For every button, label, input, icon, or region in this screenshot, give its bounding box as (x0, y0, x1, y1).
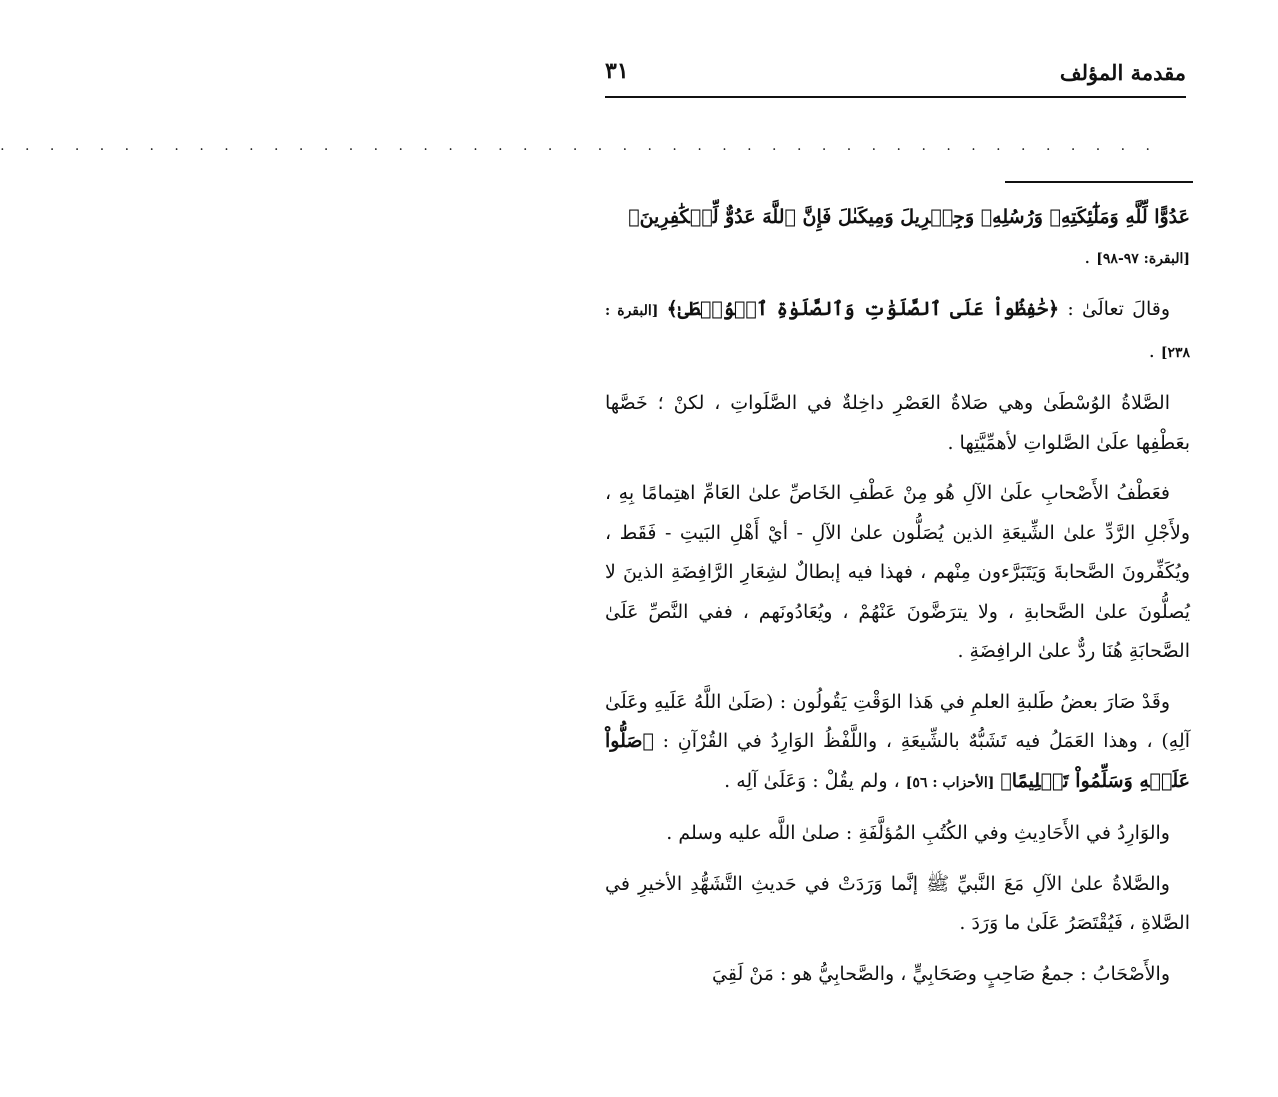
footnote-separator (1005, 181, 1193, 183)
running-title: مقدمة المؤلف (1059, 60, 1186, 85)
page-number: ٣١ (605, 58, 629, 84)
paragraph-companions: فعَطْفُ الأَصْحابِ علَىٰ الآلِ هُو مِنْ عَطْفِ الخَاصِّ علىٰ العَامِّ اهتِمامًا بِهِ ، ولأَجْلِ الرَّدِّ علىٰ الشِّيعَةِ الذين يُصَلُّون علىٰ الآلِ - أيْ أَهْلِ البَيتِ - فَقَط ، ويُكَفِّرونَ الصَّحابةَ وَيَتَبَرَّءون مِنْهم ، فهذا فيه إبطالٌ لشِعَارِ الرَّافِضَةِ الذينَ لا يُصلُّونَ علىٰ الصَّحابةِ ، ولا يترَضَّونَ عَنْهُمْ ، ويُعَادُونَهم ، ففي النَّصِّ عَلَىٰ الصَّحابَةِ هُنَا ردٌّ علىٰ الرافِضَةِ . (605, 482, 1190, 662)
quran-verse: ﴿صَلُّواْ عَلَيۡهِ وَسَلِّمُواْ تَسۡلِيمًا﴾ (605, 730, 1190, 792)
paragraph-students (605, 683, 1190, 804)
paragraph-quran-continuation (605, 198, 1190, 279)
verse-reference: [الأحزاب : ٥٦] (905, 774, 995, 791)
paragraph-verse-intro (605, 290, 1190, 373)
body-text (605, 198, 1190, 1005)
page-header (605, 56, 1186, 98)
paragraph-tashahhud: والصَّلاةُ علىٰ الآلِ مَعَ النَّبيِّ ﷺ إنَّما وَرَدَتْ في حَديثِ التَّشَهُّدِ الأخيرِ في الصَّلاةِ ، فَيُقْتَصَرُ عَلَىٰ ما وَرَدَ . (605, 872, 1190, 934)
quran-verse: ﴿حَٰفِظُواْ عَلَى ٱلصَّلَوَٰتِ وَٱلصَّلَوٰةِ ٱلۡوُسۡطَىٰ﴾ (666, 298, 1060, 320)
verse-reference: [البقرة: ٩٧-٩٨] (1096, 250, 1190, 267)
paragraph-hadith: والوَارِدُ في الأَحَادِيثِ وفي الكُتُبِ المُؤلَّفَةِ : صلىٰ اللَّه عليه وسلم . (666, 822, 1170, 844)
verse-reference: [البقرة : ٢٣٨] (605, 303, 1190, 361)
paragraph-text: ، ولم يقُلْ : وَعَلَىٰ آلِه . (724, 769, 900, 792)
ellipsis-dots: . . . . . . . . . . . . . . . . . . . . . . . . . . . . . . . . . . . . . . . . . . . . . . . (0, 138, 1158, 154)
paragraph-middle-prayer: الصَّلاةُ الوُسْطَىٰ وهي صَلاةُ العَصْرِ داخِلةٌ في الصَّلَواتِ ، لكنْ ؛ خَصَّها بعَطْفِها علَىٰ الصَّلواتِ لأهمِّيَّتِها . (605, 392, 1190, 454)
paragraph-definition: والأَصْحَابُ : جمعُ صَاحِبٍ وصَحَابِيٍّ ، والصَّحابِيُّ هو : مَنْ لَقِيَ (712, 962, 1170, 985)
paragraph-text: وقَدْ صَارَ بعضُ طَلبةِ العلمِ في هَذا الوَقْتِ يَقُولُون : (صَلَىٰ اللَّهُ عَلَيهِ وعَلَىٰ آلِهِ) ، وهذا العَمَلُ فيه تَشَبُّهٌ بالشِّيعَةِ ، واللَّفْظُ الوَارِدُ في القُرْآنِ : (605, 690, 1190, 752)
sentence-end: . (1084, 245, 1091, 268)
sentence-end: . (1148, 339, 1155, 362)
paragraph-text: وقالَ تعالَىٰ : (1067, 298, 1171, 320)
quran-verse: عَدُوًّا لِّلَّهِ وَمَلَٰٓئِكَتِهِۦ وَرُسُلِهِۦ وَجِبۡرِيلَ وَمِيكَىٰلَ فَإِنَّ ٱللَّهَ عَدُوٌّ لِّلۡكَٰفِرِينَ﴾ (628, 206, 1190, 228)
